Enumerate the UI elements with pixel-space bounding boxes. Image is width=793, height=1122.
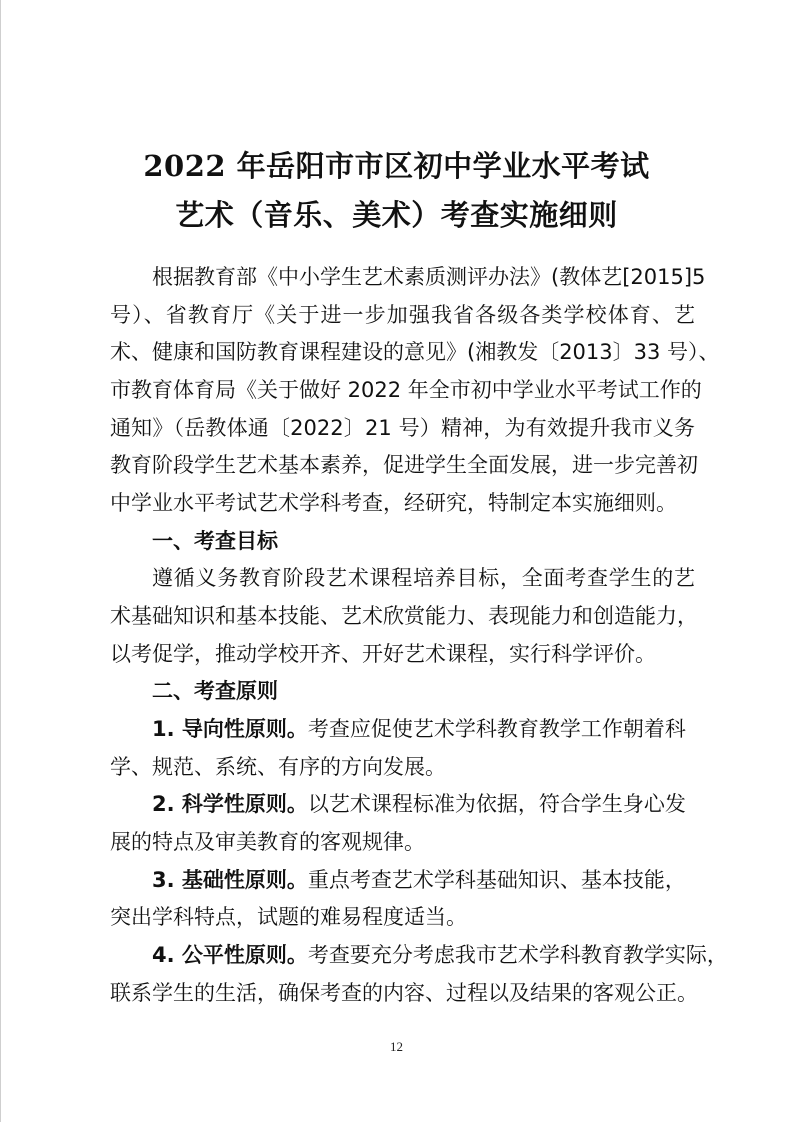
paragraph-line: 术、健康和国防教育课程建设的意见》(湘教发〔2013〕33 号）、 xyxy=(110,340,720,364)
paragraph-line: 号）、省教育厅《关于进一步加强我省各级各类学校体育、艺 xyxy=(110,303,695,327)
document-title-line-1: 2022 年岳阳市市区初中学业水平考试 xyxy=(143,149,650,183)
principle-label: 3. 基础性原则。 xyxy=(152,868,308,892)
principle-line xyxy=(152,786,695,822)
principle-line xyxy=(152,862,695,898)
principle-label: 4. 公平性原则。 xyxy=(152,943,308,967)
paragraph-line: 市教育体育局《关于做好 2022 年全市初中学业水平考试工作的 xyxy=(110,378,702,402)
paragraph-line: 学、规范、系统、有序的方向发展。 xyxy=(110,755,446,779)
section-heading: 二、考查原则 xyxy=(152,679,278,703)
document-title-line-2: 艺术（音乐、美术）考查实施细则 xyxy=(175,198,618,232)
document-body xyxy=(110,0,728,1122)
paragraph-line: 教育阶段学生艺术基本素养，促进学生全面发展，进一步完善初 xyxy=(110,453,698,477)
page-number: 12 xyxy=(390,1039,403,1054)
paragraph-line: 术基础知识和基本技能、艺术欣赏能力、表现能力和创造能力， xyxy=(110,604,698,628)
principle-label: 1. 导向性原则。 xyxy=(152,717,308,741)
section-heading: 一、考查目标 xyxy=(152,529,278,553)
paragraph-line: 通知》（岳教体通〔2022〕21 号）精神，为有效提升我市义务 xyxy=(110,416,695,440)
principle-text: 重点考查艺术学科基础知识、基本技能， xyxy=(307,868,686,892)
principle-label: 2. 科学性原则。 xyxy=(152,792,308,816)
principle-text: 以艺术课程标准为依据，符合学生身心发 xyxy=(307,792,686,816)
paragraph-line: 突出学科特点，试题的难易程度适当。 xyxy=(110,905,467,929)
paragraph-line: 以考促学，推动学校开齐、开好艺术课程，实行科学评价。 xyxy=(110,642,656,666)
principle-line xyxy=(152,937,728,973)
paragraph-line: 遵循义务教育阶段艺术课程培养目标，全面考查学生的艺 xyxy=(152,566,695,590)
paragraph-line: 中学业水平考试艺术学科考查，经研究，特制定本实施细则。 xyxy=(110,491,677,515)
paragraph-line: 展的特点及审美教育的客观规律。 xyxy=(110,830,425,854)
paragraph-line: 根据教育部《中小学生艺术素质测评办法》(教体艺[2015]5 xyxy=(152,265,706,289)
principle-text: 考查应促使艺术学科教育教学工作朝着科 xyxy=(307,717,686,741)
principle-text: 考查要充分考虑我市艺术学科教育教学实际， xyxy=(307,943,728,967)
principle-line xyxy=(152,711,695,747)
paragraph-line: 联系学生的生活，确保考查的内容、过程以及结果的客观公正。 xyxy=(110,981,698,1005)
